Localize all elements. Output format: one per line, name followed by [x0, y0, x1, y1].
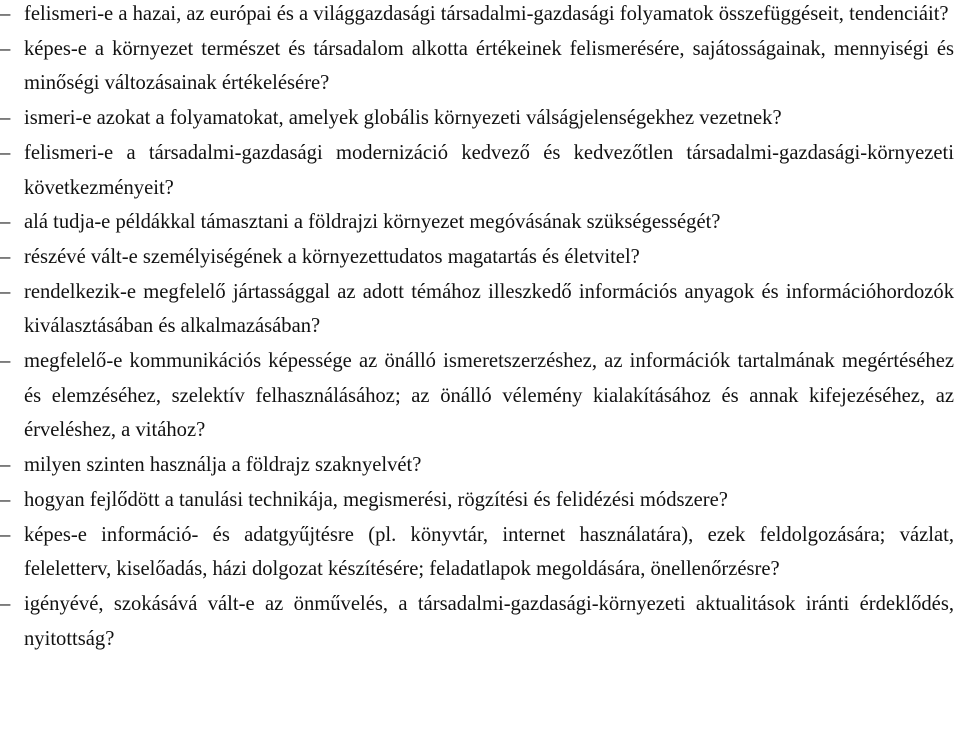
dash-bullet-icon: – — [0, 280, 11, 303]
list-item — [0, 275, 959, 344]
list-item — [0, 240, 959, 275]
dash-bullet-icon: – — [0, 107, 11, 130]
dash-bullet-icon: – — [0, 3, 11, 25]
list-item-text: rendelkezik-e megfelelő jártassággal az adott témához illeszkedő információs anyagok és információhordozók kiválasztásában és alkalmazásában? — [24, 280, 954, 338]
dash-bullet-icon: – — [0, 523, 11, 546]
list-item-text: megfelelő-e kommunikációs képessége az önálló ismeretszerzéshez, az információk tartalmának megértéséhez és elemzéséhez, szelektív felhasználásához; az önálló vélemény kialakításához és annak kifejezéséhez, az érveléshez, a vitához? — [24, 350, 954, 442]
list-item — [0, 136, 959, 205]
list-item-text: alá tudja-e példákkal támasztani a földrajzi környezet megóvásának szükségességét? — [24, 211, 721, 234]
dash-bullet-icon: – — [0, 350, 11, 373]
list-item — [0, 518, 959, 587]
list-item-text: ismeri-e azokat a folyamatokat, amelyek globális környezeti válságjelenségekhez vezetnek? — [24, 107, 782, 130]
list-item-text: részévé vált-e személyiségének a környezettudatos magatartás és életvitel? — [24, 245, 640, 268]
list-item-text: képes-e információ- és adatgyűjtésre (pl. könyvtár, internet használatára), ezek feldolgozására; vázlat, feleletterv, kiselőadás, házi dolgozat készítésére; feladatlapok megoldására, önellenőrzésre? — [24, 523, 954, 581]
dash-bullet-icon: – — [0, 592, 11, 615]
list-item — [0, 483, 959, 518]
list-item-text: felismeri-e a hazai, az európai és a világgazdasági társadalmi-gazdasági folyamatok összefüggéseit, tendenciáit? — [24, 3, 949, 25]
list-item-text: milyen szinten használja a földrajz szaknyelvét? — [24, 454, 422, 477]
list-item — [0, 101, 959, 136]
list-item — [0, 344, 959, 448]
list-item — [0, 587, 959, 656]
dash-bullet-icon: – — [0, 245, 11, 268]
list-item-text: igényévé, szokásává vált-e az önművelés, a társadalmi-gazdasági-környezeti aktualitások iránti érdeklődés, nyitottság? — [24, 592, 954, 650]
dash-bullet-icon: – — [0, 211, 11, 234]
dash-bullet-icon: – — [0, 37, 11, 60]
list-item — [0, 32, 959, 101]
list-item-text: hogyan fejlődött a tanulási technikája, megismerési, rögzítési és felidézési módszere? — [24, 488, 728, 511]
list-item-text: felismeri-e a társadalmi-gazdasági modernizáció kedvező és kedvezőtlen társadalmi-gazdasági-környezeti következményeit? — [24, 141, 954, 199]
list-item — [0, 448, 959, 483]
dash-bullet-icon: – — [0, 488, 11, 511]
list-item — [0, 0, 959, 32]
dash-bullet-icon: – — [0, 454, 11, 477]
dash-bullet-icon: – — [0, 141, 11, 164]
list-item-text: képes-e a környezet természet és társadalom alkotta értékeinek felismerésére, sajátosságainak, mennyiségi és minőségi változásainak értékelésére? — [24, 37, 954, 95]
list-item — [0, 205, 959, 240]
